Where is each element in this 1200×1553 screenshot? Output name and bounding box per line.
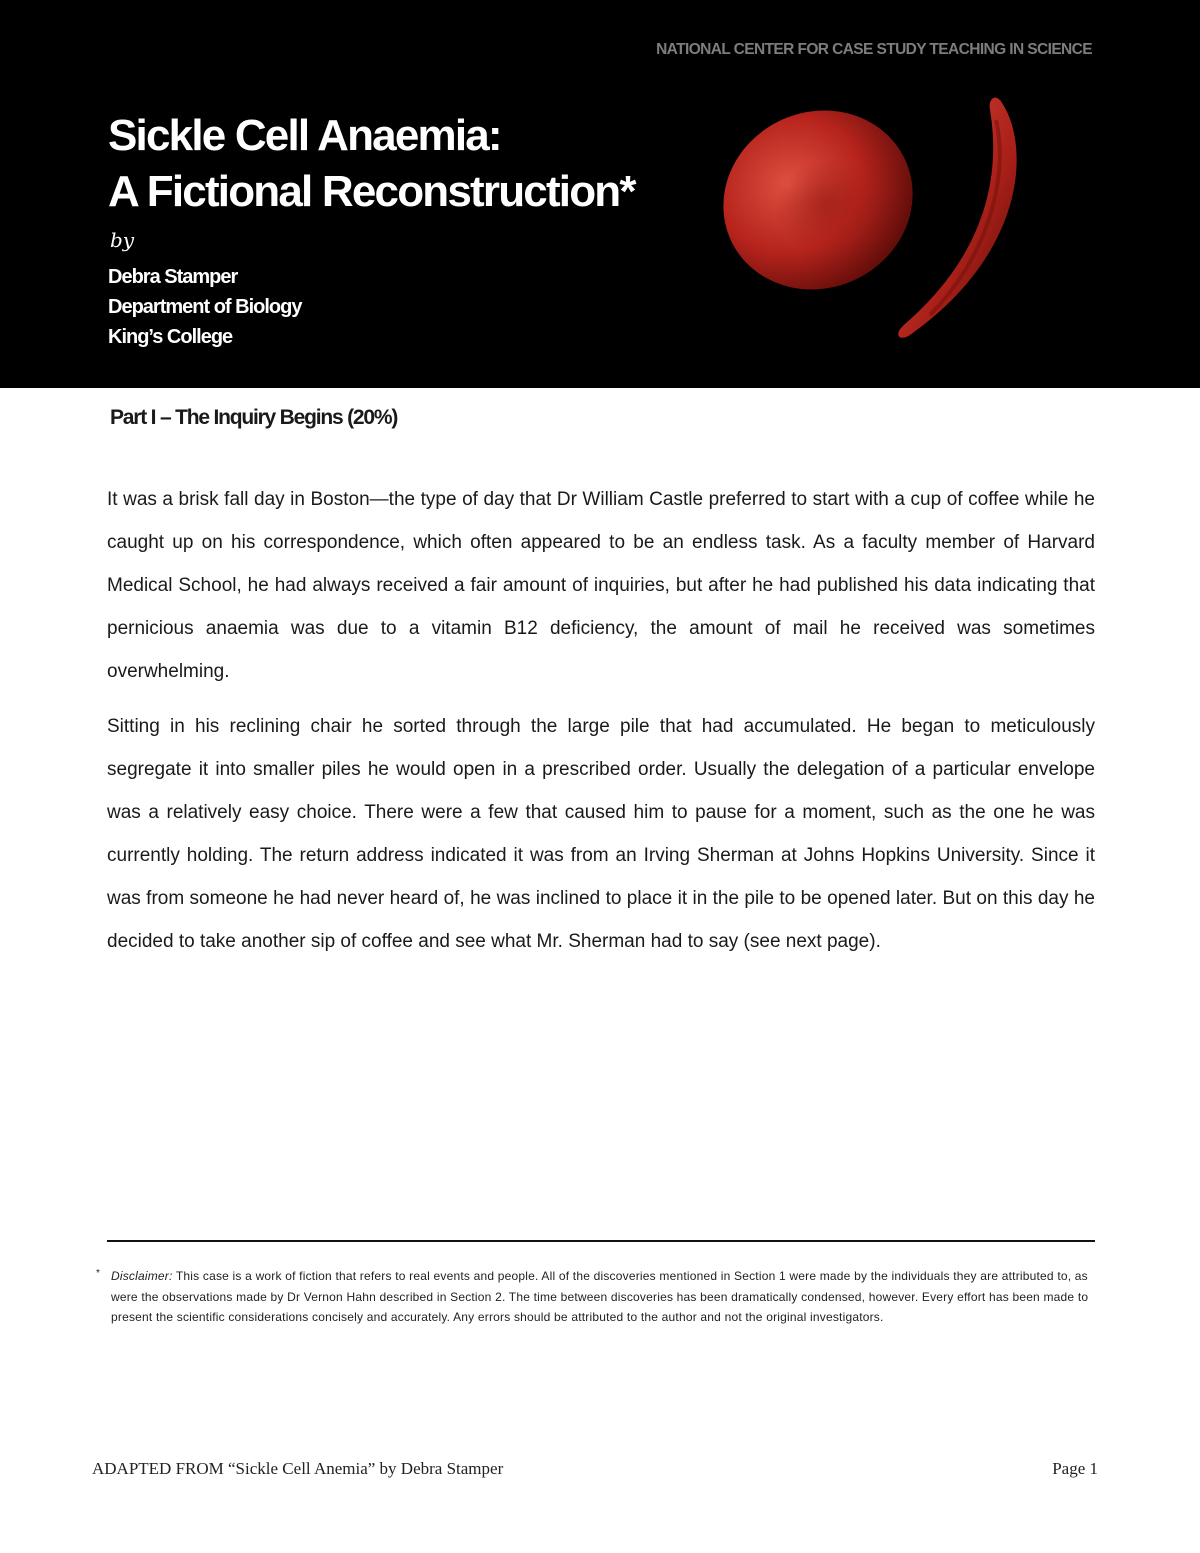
round-cell-icon: [700, 80, 942, 320]
title-line-2: A Fictional Reconstruction*: [108, 167, 635, 216]
section-heading: Part I – The Inquiry Begins (20%): [110, 406, 398, 429]
footnote-mark: *: [96, 1268, 101, 1279]
red-blood-cells-image: [700, 80, 1060, 350]
footnote-divider: [107, 1240, 1095, 1242]
title-line-1: Sickle Cell Anaemia:: [108, 111, 501, 160]
footnote-text: This case is a work of fiction that refers to real events and people. All of the discoveries mentioned in Section 1 were made by the individuals they are attributed to, as were the observations made by Dr Vernon Hahn described in Section 2. The time between discoveries has been dramatically condensed, however. Every effort has been made to present the scientific considerations concisely and accurately. Any errors should be attributed to the author and not the original investigators.: [111, 1269, 1089, 1324]
footnote-label: Disclaimer:: [111, 1269, 173, 1283]
footer-source: ADAPTED FROM “Sickle Cell Anemia” by Debra Stamper: [92, 1459, 504, 1478]
paragraph: It was a brisk fall day in Boston—the type of day that Dr William Castle preferred to start with a cup of coffee while he caught up on his correspondence, which often appeared to be an endless task. As a faculty member of Harvard Medical School, he had always received a fair amount of inquiries, but after he had published his data indicating that pernicious anaemia was due to a vitamin B12 deficiency, the amount of mail he received was sometimes overwhelming.: [107, 489, 1095, 682]
organization-name: NATIONAL CENTER FOR CASE STUDY TEACHING IN SCIENCE: [656, 41, 1092, 58]
author-name: Debra Stamper: [108, 266, 238, 288]
page-number: Page 1: [1052, 1459, 1098, 1478]
header-banner: [0, 0, 1200, 388]
author-block: [108, 262, 301, 352]
sickle-cell-icon: [898, 98, 1016, 338]
body-text: [107, 478, 1095, 963]
by-label: by: [110, 228, 135, 252]
paragraph: Sitting in his reclining chair he sorted through the large pile that had accumulated. He began to meticulously segregate it into smaller piles he would open in a prescribed order. Usually the delegation of a particular envelope was a relatively easy choice. There were a few that caused him to pause for a moment, such as the one he was currently holding. The return address indicated it was from an Irving Sherman at Johns Hopkins University. Since it was from someone he had never heard of, he was inclined to place it in the pile to be opened later. But on this day he decided to take another sip of coffee and see what Mr. Sherman had to say (see next page).: [107, 716, 1095, 952]
footnote: [96, 1266, 1096, 1328]
case-title: [108, 108, 635, 220]
author-department: Department of Biology: [108, 296, 302, 318]
author-institution: King’s College: [108, 326, 233, 348]
